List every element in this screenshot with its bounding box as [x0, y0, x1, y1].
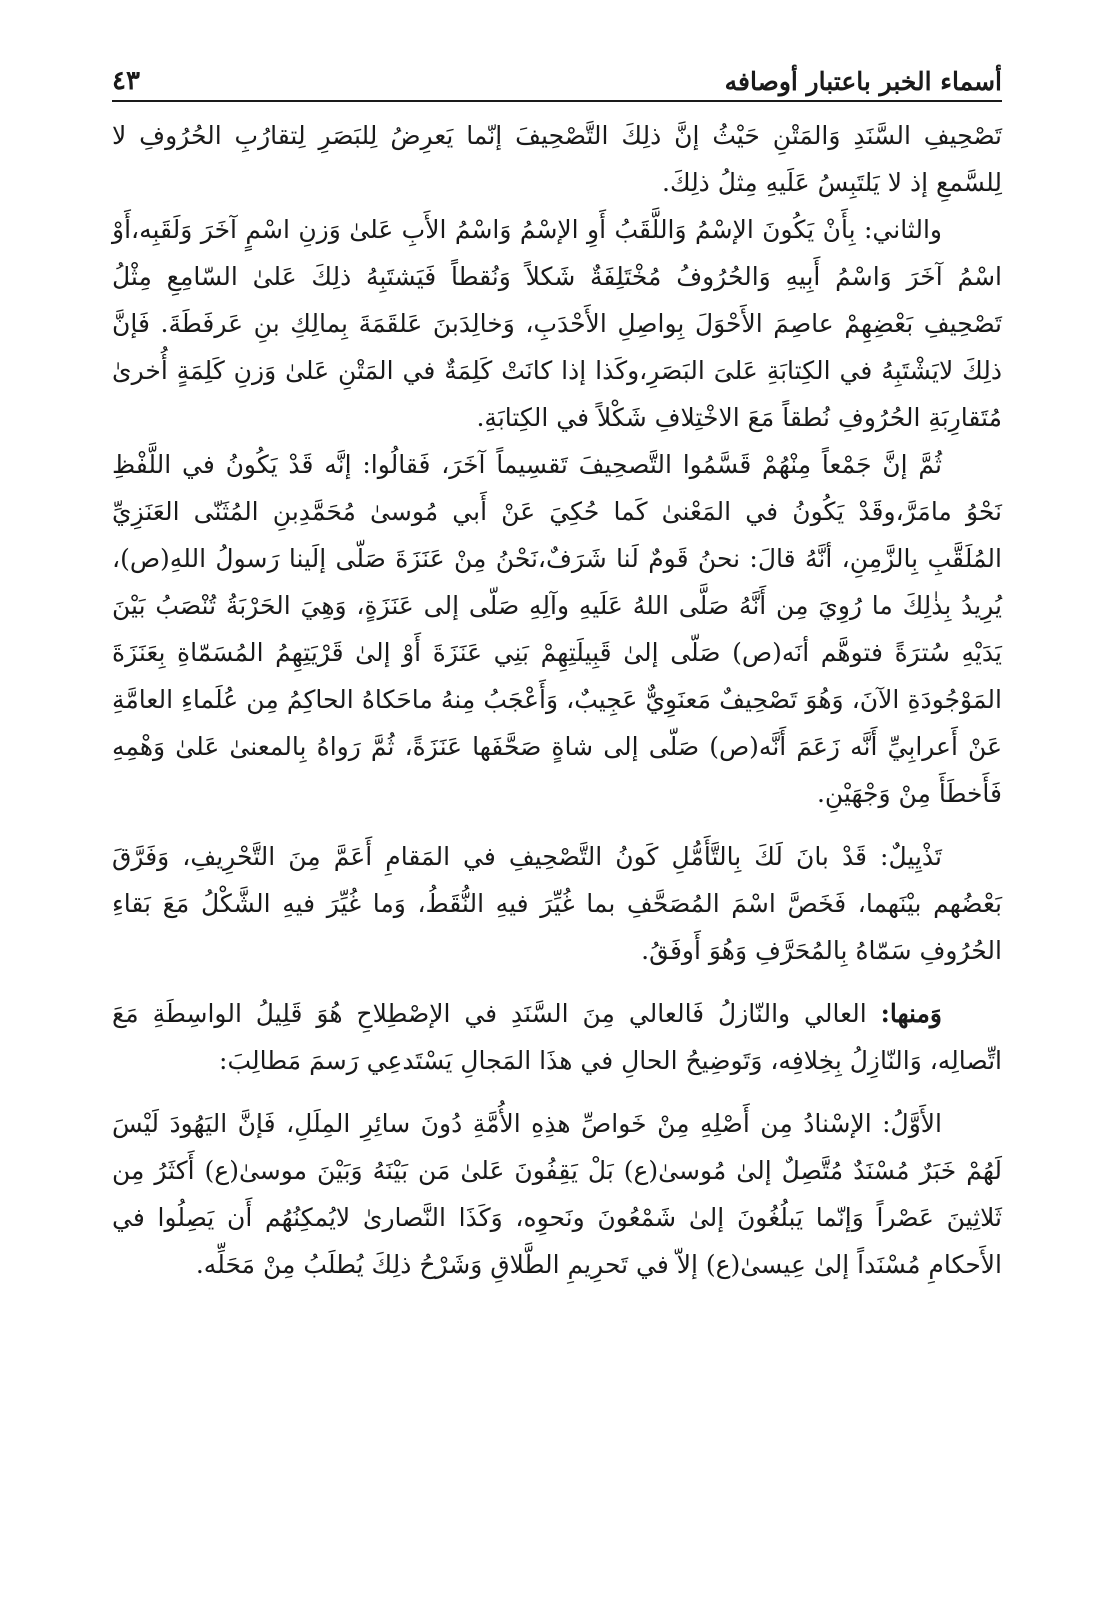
body-text: [112, 112, 1002, 1288]
paragraph-3: ثُمَّ إنَّ جَمْعاً مِنْهُمْ قَسَّمُوا التَّصحِيفَ تَقسِيماً آخَرَ، فَقالُوا: إنَّه قَدْ يَكُونُ في اللَّفْظِ نَحْوُ مامَرَّ،وقَدْ يَكُونُ في المَعْنىٰ كَما حُكِيَ عَنْ أَبي مُوسىٰ مُحَمَّدِبنِ المُثَنّى العَنَزِيِّ المُلَقَّبِ بِالزَّمِنِ، أنَّهُ قالَ: نحنُ قَومٌ لَنا شَرَفٌ،نَحْنُ مِنْ عَنَزَةَ صَلّى إلَينا رَسولُ اللهِ(ص)، يُرِيدُ بِذٰلِكَ ما رُوِيَ مِن أَنَّهُ صَلَّى اللهُ عَلَيهِ وآلِهِ صَلّى إلى عَنَزَةٍ، وَهِيَ الحَرْبَةُ تُنْصَبُ بَيْنَ يَدَيْهِ سُترَةً فتوهَّم أنَه(ص) صَلّى إلىٰ قَبِيلَتِهِمْ بَنِي عَنَزَةَ أَوْ إلىٰ قَرْيَتِهِمُ المُسَمّاةِ بِعَنَزَةَ المَوْجُودَةِ الآنَ، وَهُوَ تَصْحِيفٌ مَعنَوِيٌّ عَجِيبٌ، وَأَعْجَبُ مِنهُ ماحَكاهُ الحاكِمُ مِن عُلَماءِ العامَّةِ عَنْ أَعرابِيِّ أَنَّه زَعَمَ أَنَّه(ص) صَلّى إلى شاةٍ صَحَّفَها عَنَزَةً، ثُمَّ رَواهُ بِالمعنىٰ عَلىٰ وَهْمِهِ فَأَخطَأَ مِنْ وَجْهَيْنِ.: [112, 450, 1002, 808]
page-number: ٤٣: [112, 66, 140, 96]
book-page: [112, 0, 1002, 1597]
paragraph-5-lead: وَمنها:: [880, 999, 942, 1028]
paragraph-1: تَصْحِيفِ السَّنَدِ وَالمَتْنِ حَيْثُ إنَّ ذلِكَ التَّصْحِيفَ إنّما يَعرِضُ لِلبَصَرِ لِتقارُبِ الحُرُوفِ لا لِلسَّمعِ إذ لا يَلتَبِسُ عَلَيهِ مِثلُ ذلِكَ.: [112, 121, 1002, 197]
paragraph-6: الأَوَّلُ: الإسْنادُ مِن أَصْلِهِ مِنْ خَواصِّ هذِهِ الأُمَّةِ دُونَ سائِرِ المِلَلِ، فَإنَّ اليَهُودَ لَيْسَ لَهُمْ خَبَرٌ مُسْنَدٌ مُتَّصِلٌ إلىٰ مُوسىٰ(ع) بَلْ يَقِفُونَ عَلىٰ مَن بَيْنَهُ وَبَيْنَ موسىٰ(ع) أَكثَرُ مِن ثَلاثِينَ عَصْراً وَإنّما يَبلُغُونَ إلىٰ شَمْعُونَ ونَحوِه، وَكَذَا النَّصارىٰ لايُمكِنُهُم أَن يَصِلُوا في الأَحكامِ مُسْنَداً إلىٰ عِيسىٰ(ع) إلاّ في تَحرِيمِ الطَّلاقِ وَشَرْحُ ذلِكَ يُطلَبُ مِنْ مَحَلِّه.: [112, 1109, 1002, 1279]
running-title: أسماء الخبر باعتبار أوصافه: [724, 67, 1002, 96]
paragraph-5-text: العالي والنّازلُ فَالعالي مِنَ السَّنَدِ في الإصْطِلاحِ هُوَ قَلِيلُ الواسِطَةِ مَعَ اتِّصالِه، وَالنّازِلُ بِخِلافِه، وَتَوضِيحُ الحالِ في هذَا المَجالِ يَسْتَدعِي رَسمَ مَطالِبَ:: [112, 999, 1002, 1075]
paragraph-4: تَذْيِيلٌ: قَدْ بانَ لَكَ بِالتَّأَمُّلِ كَونُ التَّصْحِيفِ في المَقامِ أَعَمَّ مِنَ التَّحْرِيفِ، وَفَرَّقَ بَعْضُهم بيْنَهما، فَخَصَّ اسْمَ المُصَحَّفِ بما غُيِّرَ فيهِ النُّقَطُ، وَما غُيِّرَ فيهِ الشَّكْلُ مَعَ بَقاءِ الحُرُوفِ سَمّاهُ بِالمُحَرَّفِ وَهُوَ أَوفَقُ.: [112, 842, 1002, 965]
paragraph-5: [112, 990, 1002, 1084]
paragraph-2: والثاني: بِأَنْ يَكُونَ الإسْمُ وَاللَّقَبُ أَوِ الإسْمُ وَاسْمُ الأَبِ عَلىٰ وَزنِ اسْمٍ آخَرَ وَلَقَبِه،أَوْ اسْمُ آخَرَ وَاسْمُ أَبِيهِ وَالحُرُوفُ مُخْتَلِفَةٌ شَكلاً وَنُقطاً فَيَشتَبِهُ ذلِكَ عَلىٰ السّامِعِ مِثْلُ تَصْحِيفِ بَعْضِهِمْ عاصِمَ الأَحْوَلَ بِواصِلِ الأَحْدَبِ، وَخالِدَبنَ عَلقَمَةَ بِمالِكِ بنِ عَرفَطَةَ. فَإنَّ ذلِكَ لايَشْتَبِهُ في الكِتابَةِ عَلىَ البَصَرِ،وكَذا إذا كانَتْ كَلِمَةٌ في المَتْنِ عَلىٰ وَزنِ كَلِمَةٍ أُخرىٰ مُتَقارِبَةِ الحُرُوفِ نُطقاً مَعَ الاخْتِلافِ شَكْلاً في الكِتابَةِ.: [112, 215, 1002, 432]
running-head: [112, 46, 1002, 102]
